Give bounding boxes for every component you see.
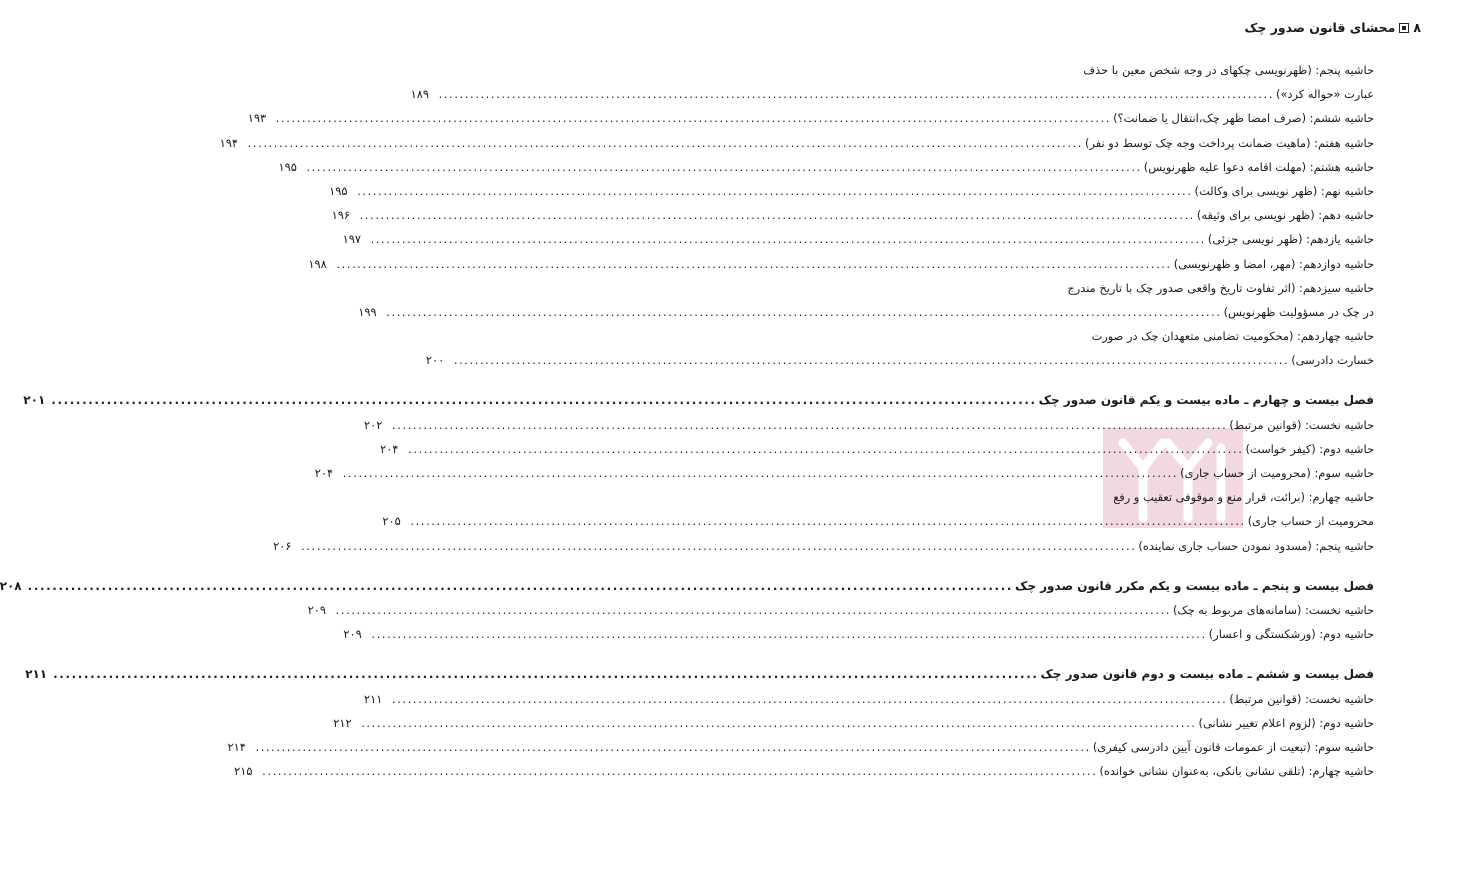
leader-dots: ................................................................................................................................................................ — [53, 667, 1039, 682]
square-ornament-icon — [1399, 23, 1409, 33]
toc-entry-page: ۲۰۲ — [364, 417, 383, 432]
leader-dots: ................................................................................................................................................................ — [51, 393, 1037, 408]
toc-entry-text: حاشیه پنجم: (مسدود نمودن حساب جاری نماینده) — [1138, 538, 1374, 553]
leader-dots: ................................................................................................................................................................ — [359, 208, 1195, 223]
toc-entry-text: حاشیه دوم: (لزوم اعلام تغییر نشانی) — [1198, 715, 1374, 730]
leader-dots: ................................................................................................................................................................ — [386, 304, 1222, 319]
toc-entry[interactable] — [343, 622, 1374, 646]
toc-entry-page: ۱۹۵ — [329, 183, 348, 198]
toc-entry-text: عبارت «حواله کرد») — [1276, 87, 1374, 102]
toc-entry-page: ۱۹۹ — [358, 304, 377, 319]
toc-entry[interactable] — [382, 509, 1374, 533]
chapter-heading[interactable] — [23, 388, 1374, 412]
page-number: ۸ — [1413, 20, 1421, 35]
toc-entry[interactable] — [425, 348, 1374, 372]
toc-entry[interactable] — [331, 203, 1374, 227]
leader-dots: ................................................................................................................................................................ — [357, 183, 1193, 198]
toc-entry[interactable] — [308, 252, 1374, 276]
toc-entry-text: حاشیه دوم: (کیفر خواست) — [1245, 441, 1374, 456]
chapter-heading-page: ۲۰۱ — [23, 393, 46, 408]
leader-dots: ................................................................................................................................................................ — [408, 441, 1244, 456]
toc-entry-page: ۲۰۴ — [314, 466, 334, 480]
leader-dots: ................................................................................................................................................................ — [27, 578, 1014, 593]
toc-entry-text: حاشیه سوم: (محرومیت از حساب جاری) — [1180, 466, 1374, 480]
chapter-heading[interactable] — [25, 662, 1374, 686]
toc-section — [23, 388, 1374, 557]
toc-entry-text: در چک در مسؤولیت ظهرنویس) — [1223, 304, 1374, 319]
chapter-heading-page: ۲۱۱ — [25, 667, 48, 682]
toc-entry-page: ۱۹۸ — [308, 256, 327, 271]
chapter-heading[interactable] — [0, 574, 1374, 598]
toc-entry-text: خسارت دادرسی) — [1291, 353, 1374, 368]
toc-entry-page: ۱۹۴ — [219, 135, 239, 150]
toc-entry-line[interactable]: حاشیه سیزدهم: (اثر تفاوت تاریخ واقعی صدور چک با تاریخ مندرج — [1067, 280, 1374, 295]
toc-entry[interactable] — [358, 300, 1374, 324]
leader-dots: ................................................................................................................................................................ — [361, 715, 1197, 730]
toc-entry-page: ۲۰۶ — [273, 538, 292, 553]
toc-entry[interactable] — [329, 179, 1374, 203]
chapter-heading-text: فصل بیست و چهارم ـ ماده بیست و یکم قانون صدور چک — [1038, 393, 1374, 408]
leader-dots: ................................................................................................................................................................ — [438, 87, 1274, 102]
toc-entry-text: حاشیه ششم: (صرف امضا ظهر چک،انتقال یا ضمانت؟) — [1113, 111, 1374, 126]
toc-entry-page: ۱۹۵ — [278, 159, 297, 174]
leader-dots: ................................................................................................................................................................ — [392, 417, 1228, 432]
toc-entry-text: حاشیه هفتم: (ماهیت ضمانت پرداخت وجه چک توسط دو نفر) — [1085, 135, 1374, 150]
toc-entry-page: ۲۰۵ — [382, 514, 401, 529]
leader-dots: ................................................................................................................................................................ — [301, 538, 1137, 553]
toc-entry[interactable] — [234, 759, 1374, 783]
toc-entry-text: حاشیه نخست: (قوانین مرتبط) — [1229, 417, 1374, 432]
toc-entry-page: ۲۱۲ — [333, 715, 352, 730]
running-header — [927, 20, 1421, 35]
leader-dots: ................................................................................................................................................................ — [336, 256, 1172, 271]
toc-entry-text: حاشیه دوم: (ورشکستگی و اعسار) — [1208, 627, 1374, 642]
leader-dots: ................................................................................................................................................................ — [410, 514, 1246, 529]
toc-entry-text: حاشیه سوم: (تبعیت از عمومات قانون آیین دادرسی کیفری) — [1092, 739, 1374, 754]
toc-entry-page: ۲۰۹ — [307, 602, 326, 617]
toc-entry-text: حاشیه نخست: (قوانین مرتبط) — [1229, 691, 1374, 706]
chapter-heading-text: فصل بیست و پنجم ـ ماده بیست و یکم مکرر قانون صدور چک — [1015, 578, 1374, 593]
toc-entry-text: حاشیه دوازدهم: (مهر، امضا و ظهرنویسی) — [1173, 256, 1374, 271]
leader-dots: ................................................................................................................................................................ — [306, 159, 1142, 174]
toc-entry[interactable] — [278, 155, 1374, 179]
toc-entry[interactable] — [364, 687, 1374, 711]
toc-entry-text: حاشیه نخست: (سامانه‌های مربوط به چک) — [1172, 602, 1374, 617]
toc-entry[interactable] — [314, 461, 1374, 485]
toc-entry-page: ۱۹۶ — [331, 208, 350, 223]
toc-entry-line[interactable]: حاشیه چهارم: (برائت، قرار منع و موقوفی تعقیب و رفع — [1113, 490, 1374, 505]
toc-entry[interactable] — [342, 227, 1374, 251]
leader-dots: ................................................................................................................................................................ — [370, 232, 1206, 247]
leader-dots: ................................................................................................................................................................ — [453, 353, 1290, 368]
toc-entry[interactable] — [273, 534, 1374, 558]
toc-entry[interactable] — [364, 413, 1374, 437]
toc-entry-page: ۲۱۱ — [364, 691, 383, 706]
toc-entry-line[interactable]: حاشیه چهاردهم: (محکومیت تضامنی متعهدان چک در صورت — [1091, 329, 1374, 344]
toc-entry-page: ۲۱۵ — [234, 764, 253, 779]
leader-dots: ................................................................................................................................................................ — [335, 602, 1171, 617]
toc-entry-line[interactable]: حاشیه پنجم: (ظهرنویسی چکهای در وجه شخص معین با حذف — [1083, 63, 1374, 77]
toc-entry[interactable] — [227, 735, 1374, 759]
toc-entry-page: ۲۰۹ — [343, 627, 362, 642]
leader-dots: ................................................................................................................................................................ — [275, 111, 1112, 126]
toc-entry[interactable] — [219, 131, 1374, 155]
toc-entry-text: حاشیه یازدهم: (ظهر نویسی جزئی) — [1207, 232, 1374, 247]
chapter-heading-text: فصل بیست و ششم ـ ماده بیست و دوم قانون صدور چک — [1040, 667, 1374, 682]
toc-entry-page: ۲۰۴ — [380, 441, 399, 456]
leader-dots: ................................................................................................................................................................ — [371, 627, 1207, 642]
toc-entry[interactable] — [307, 598, 1374, 622]
leader-dots: ................................................................................................................................................................ — [392, 691, 1228, 706]
toc-entry[interactable] — [333, 711, 1374, 735]
leader-dots: ................................................................................................................................................................ — [247, 135, 1083, 150]
toc-entry-page: ۱۸۹ — [410, 87, 430, 102]
toc-section — [219, 58, 1374, 372]
toc-section — [0, 574, 1374, 647]
toc-entry-text: حاشیه چهارم: (تلقی نشانی بانکی، به‌عنوان نشانی خوانده) — [1099, 764, 1374, 779]
toc-entry-page: ۲۱۴ — [227, 739, 246, 754]
toc-section — [25, 662, 1374, 783]
table-of-contents — [0, 58, 1374, 783]
toc-entry[interactable] — [410, 82, 1374, 106]
leader-dots: ................................................................................................................................................................ — [262, 764, 1098, 779]
toc-entry-page: ۱۹۷ — [342, 232, 361, 247]
leader-dots: ................................................................................................................................................................ — [342, 466, 1179, 480]
leader-dots: ................................................................................................................................................................ — [255, 739, 1091, 754]
toc-entry[interactable] — [247, 106, 1374, 130]
toc-entry-text: حاشیه نهم: (ظهر نویسی برای وکالت) — [1194, 183, 1374, 198]
toc-entry-text: حاشیه هشتم: (مهلت اقامه دعوا علیه ظهرنویس) — [1143, 159, 1374, 174]
toc-entry-page: ۱۹۳ — [247, 111, 267, 126]
toc-entry-text: حاشیه دهم: (ظهر نویسی برای وثیقه) — [1196, 208, 1374, 223]
chapter-heading-page: ۲۰۸ — [0, 578, 22, 593]
toc-entry-text: محرومیت از حساب جاری) — [1247, 514, 1374, 529]
toc-entry-page: ۲۰۰ — [425, 353, 445, 368]
book-title: محشای قانون صدور چک — [1244, 20, 1396, 35]
toc-entry[interactable] — [380, 437, 1374, 461]
